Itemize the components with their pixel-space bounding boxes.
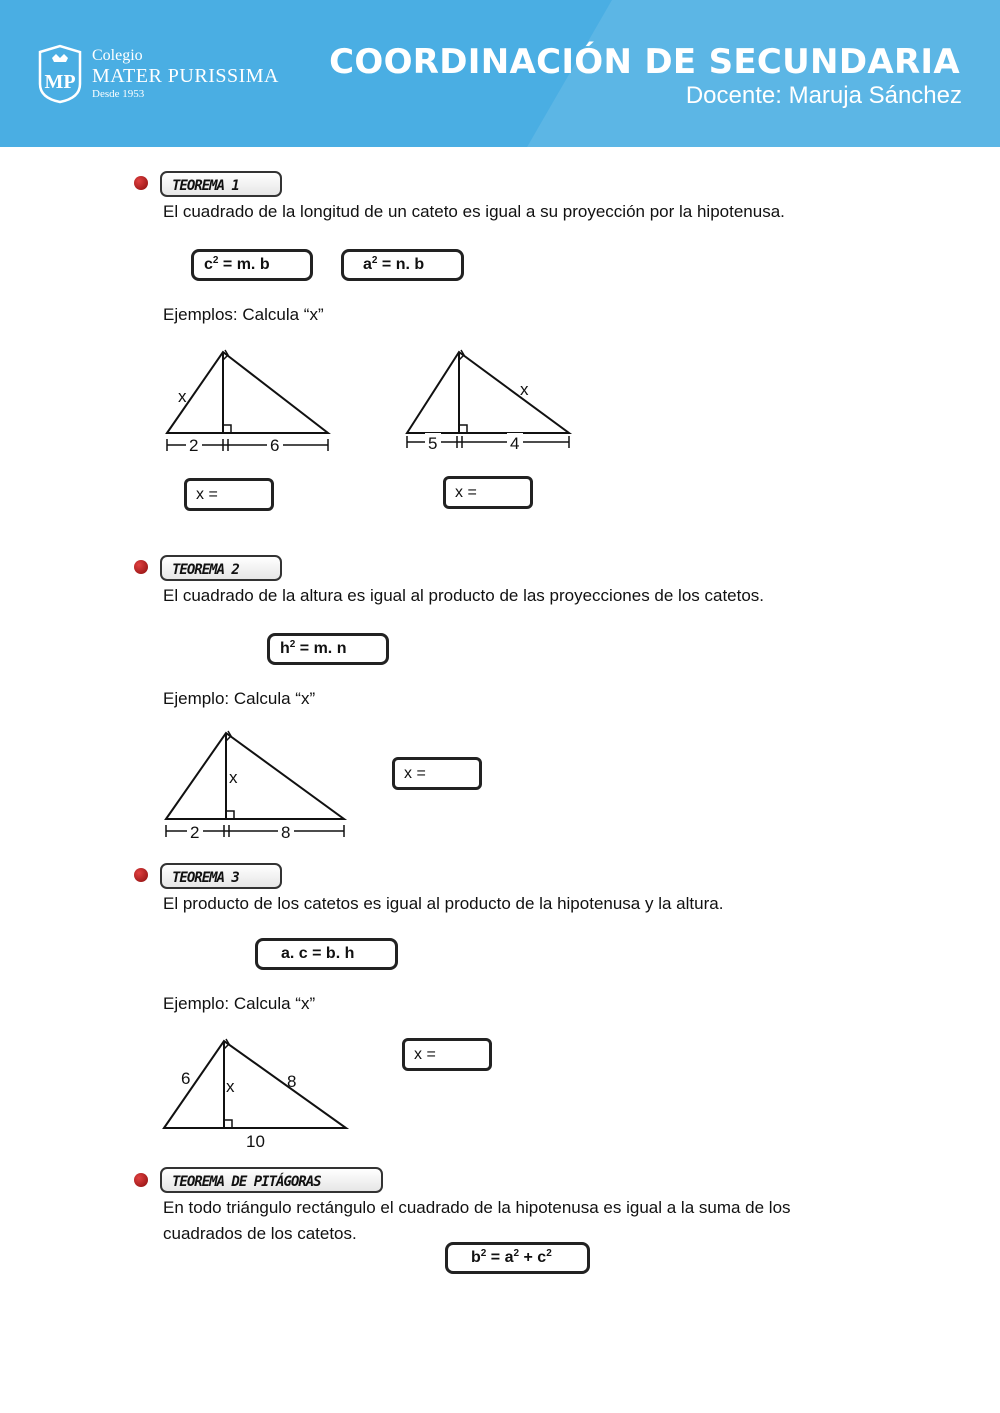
- formula-exponent: 2: [480, 1248, 487, 1259]
- height-label: x: [226, 1077, 235, 1096]
- theorem-3-tag: TEOREMA 3: [160, 863, 282, 889]
- segment-label-left: 2: [189, 436, 199, 455]
- segment-label-right: 4: [510, 434, 520, 453]
- right-angle-marker: [226, 811, 234, 819]
- right-angle-marker: [224, 1120, 232, 1128]
- theorem-1-formula-1: [191, 249, 313, 281]
- bullet-icon: [134, 176, 148, 190]
- triangle-outline: [166, 733, 344, 819]
- school-crest-icon: [38, 44, 82, 104]
- formula-mid: = a: [486, 1249, 514, 1266]
- theorem-3-example-label: Ejemplo: Calcula “x”: [163, 994, 316, 1013]
- school-line-3: Desde 1953: [92, 88, 145, 100]
- theorem-3-statement: El producto de los catetos es igual al producto de la hipotenusa y la altura.: [163, 894, 724, 913]
- segment-label-right: 8: [281, 823, 291, 842]
- answer-box-4[interactable]: x =: [402, 1038, 492, 1071]
- formula-exponent: 2: [212, 255, 219, 266]
- theorem-2-tag: TEOREMA 2: [160, 555, 282, 581]
- teacher-name: Docente: Maruja Sánchez: [685, 82, 962, 109]
- school-line-1: Colegio: [92, 47, 143, 64]
- triangle-outline: [407, 352, 569, 433]
- right-leg-label: 8: [287, 1072, 297, 1091]
- theorem-2-example-label: Ejemplo: Calcula “x”: [163, 689, 316, 708]
- formula-rest: = m. n: [295, 640, 347, 657]
- theorem-1-tag: TEOREMA 1: [160, 171, 282, 197]
- theorem-1-formula-2: [341, 249, 464, 281]
- answer-box-2[interactable]: x =: [443, 476, 533, 509]
- answer-box-3[interactable]: x =: [392, 757, 482, 790]
- formula-base: h: [280, 640, 290, 657]
- theorem-1-triangle-1: [160, 346, 340, 456]
- theorem-4-formula: [445, 1242, 590, 1274]
- side-label: x: [520, 380, 529, 399]
- theorem-4-tag: TEOREMA DE PITÁGORAS: [160, 1167, 383, 1193]
- formula-exponent: 2: [513, 1248, 520, 1259]
- theorem-2-statement: El cuadrado de la altura es igual al producto de las proyecciones de los catetos.: [163, 586, 765, 605]
- school-name: [92, 48, 279, 100]
- theorem-4-statement-line-1: En todo triángulo rectángulo el cuadrado de la hipotenusa es igual a la suma de los: [163, 1198, 791, 1217]
- segment-label-left: 2: [190, 823, 200, 842]
- theorem-1-examples-label: Ejemplos: Calcula “x”: [163, 305, 324, 324]
- theorem-2-triangle: [160, 728, 350, 843]
- formula-lhs: b: [471, 1249, 481, 1266]
- bullet-icon: [134, 560, 148, 574]
- formula-rest: = m. b: [218, 256, 270, 273]
- formula-base: c: [204, 256, 213, 273]
- school-line-2: MATER PURISSIMA: [92, 65, 279, 87]
- triangle-outline: [164, 1041, 346, 1128]
- bullet-icon: [134, 868, 148, 882]
- segment-label-left: 5: [428, 434, 438, 453]
- theorem-3-triangle: [160, 1036, 350, 1156]
- formula-end: + c: [519, 1249, 547, 1266]
- bullet-icon: [134, 1173, 148, 1187]
- theorem-2-formula: [267, 633, 389, 665]
- theorem-1-triangle-2: [400, 346, 580, 456]
- theorem-4-statement-line-2: cuadrados de los catetos.: [163, 1224, 357, 1243]
- formula-rest: = n. b: [377, 256, 425, 273]
- formula-exponent: 2: [289, 639, 296, 650]
- formula-exponent: 2: [371, 255, 378, 266]
- answer-box-1[interactable]: x =: [184, 478, 274, 511]
- page-title: COORDINACIÓN DE SECUNDARIA: [329, 42, 960, 82]
- height-label: x: [229, 768, 238, 787]
- right-angle-marker: [459, 425, 467, 433]
- formula-exponent: 2: [546, 1248, 552, 1259]
- formula-base: a: [363, 256, 372, 273]
- side-label: x: [178, 387, 187, 406]
- theorem-1-statement: El cuadrado de la longitud de un cateto es igual a su proyección por la hipotenusa.: [163, 202, 785, 221]
- header-banner: [0, 0, 1000, 147]
- left-leg-label: 6: [181, 1069, 191, 1088]
- triangle-outline: [167, 352, 328, 433]
- right-angle-marker: [223, 425, 231, 433]
- theorem-3-formula: a. c = b. h: [255, 938, 398, 970]
- hypotenuse-label: 10: [246, 1132, 265, 1151]
- crest-letters: MP: [44, 71, 76, 93]
- segment-label-right: 6: [270, 436, 280, 455]
